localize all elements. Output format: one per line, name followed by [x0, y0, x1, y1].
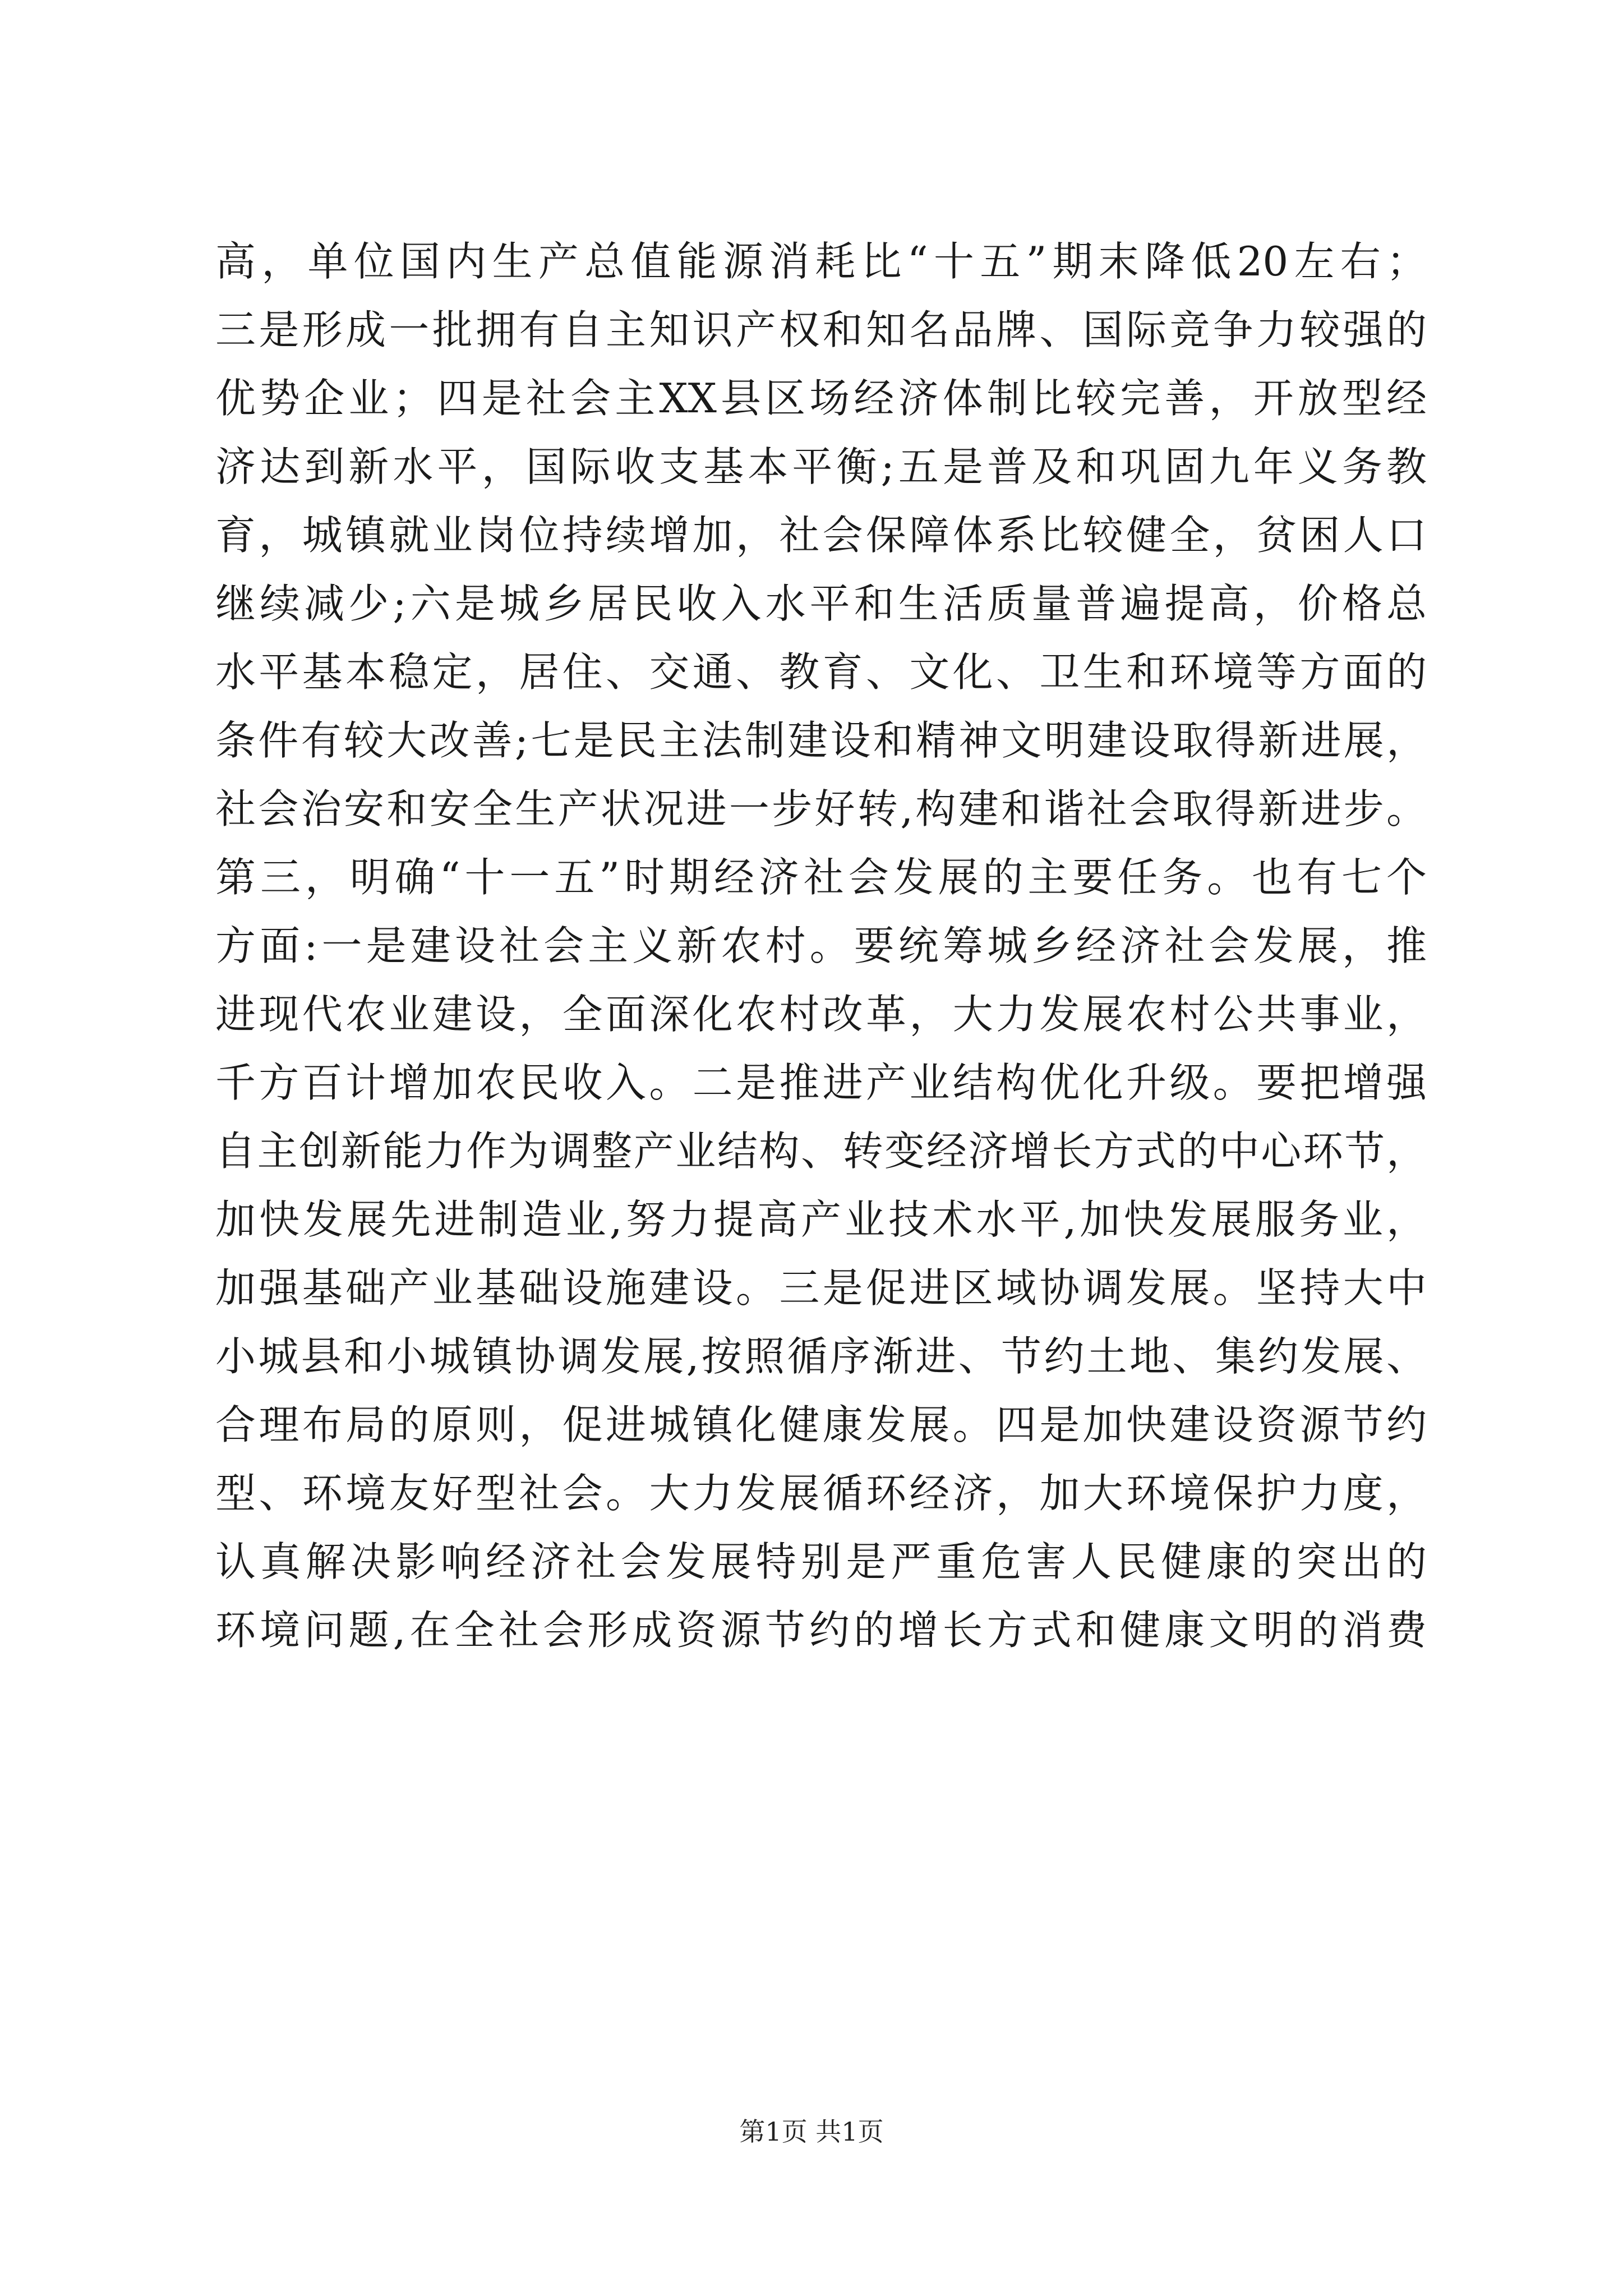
text-line: 济达到新水平，国际收支基本平衡;五是普及和巩固九年义务教	[215, 443, 1427, 490]
text-line: 方面:一是建设社会主义新农村。要统筹城乡经济社会发展，推	[215, 922, 1427, 969]
text-line: 三是形成一批拥有自主知识产权和知名品牌、国际竞争力较强的	[215, 306, 1427, 353]
text-line: 加快发展先进制造业,努力提高产业技术水平,加快发展服务业，	[215, 1196, 1427, 1243]
text-line: 优势企业；四是社会主XX县区场经济体制比较完善，开放型经	[215, 375, 1427, 422]
text-line: 型、环境友好型社会。大力发展循环经济，加大环境保护力度，	[215, 1470, 1427, 1517]
text-line: 千方百计增加农民收入。二是推进产业结构优化升级。要把增强	[215, 1059, 1427, 1106]
text-line: 继续减少;六是城乡居民收入水平和生活质量普遍提高，价格总	[215, 580, 1427, 627]
page-number-footer: 第1页 共1页	[739, 2116, 884, 2147]
text-line: 条件有较大改善;七是民主法制建设和精神文明建设取得新进展，	[215, 717, 1427, 764]
text-line: 小城县和小城镇协调发展,按照循序渐进、节约土地、集约发展、	[215, 1333, 1427, 1380]
text-line: 加强基础产业基础设施建设。三是促进区域协调发展。坚持大中	[215, 1264, 1427, 1312]
text-line: 自主创新能力作为调整产业结构、转变经济增长方式的中心环节，	[215, 1128, 1427, 1175]
body-text	[215, 227, 1427, 1664]
text-line: 合理布局的原则，促进城镇化健康发展。四是加快建设资源节约	[215, 1401, 1427, 1448]
text-line: 水平基本稳定，居住、交通、教育、文化、卫生和环境等方面的	[215, 648, 1427, 696]
text-line: 环境问题,在全社会形成资源节约的增长方式和健康文明的消费	[215, 1607, 1427, 1654]
text-line: 高，单位国内生产总值能源消耗比“十五”期末降低20左右；	[215, 238, 1427, 285]
text-line: 社会治安和安全生产状况进一步好转,构建和谐社会取得新进步。	[215, 785, 1427, 832]
text-line: 第三，明确“十一五”时期经济社会发展的主要任务。也有七个	[215, 854, 1427, 901]
text-line: 进现代农业建设，全面深化农村改革，大力发展农村公共事业，	[215, 991, 1427, 1038]
text-line: 育，城镇就业岗位持续增加，社会保障体系比较健全，贫困人口	[215, 512, 1427, 559]
text-line: 认真解决影响经济社会发展特别是严重危害人民健康的突出的	[215, 1538, 1427, 1585]
